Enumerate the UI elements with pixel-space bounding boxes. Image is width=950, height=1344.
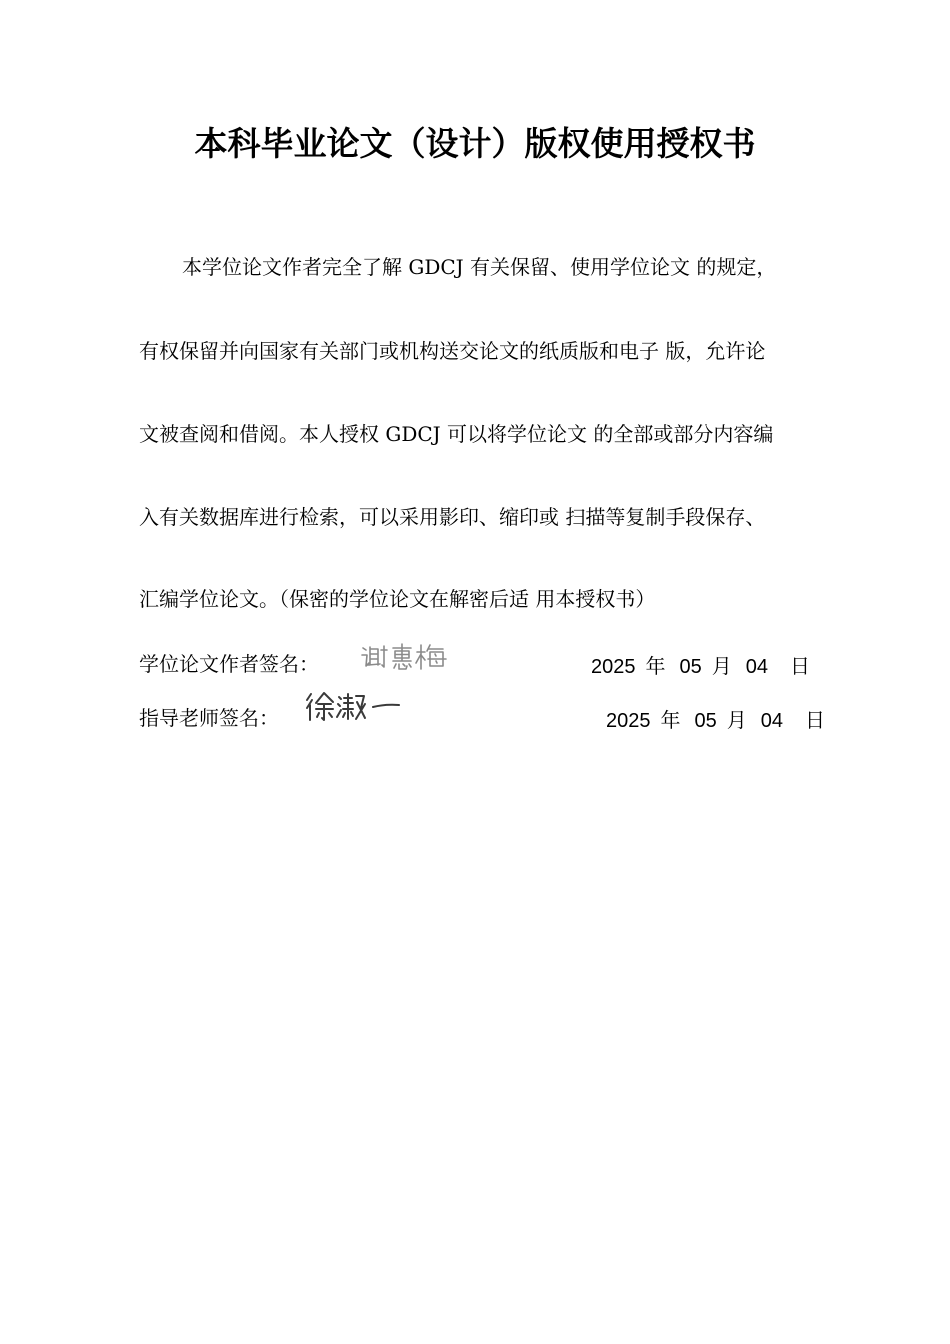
advisor-date-month: 05 — [694, 710, 717, 732]
advisor-date-year: 2025 — [606, 710, 651, 732]
paragraph-line-4: 入有关数据库进行检索，可以采用影印、缩印或 扫描等复制手段保存、 — [139, 505, 766, 529]
paragraph-line-3: 文被查阅和借阅。本人授权 GDCJ 可以将学位论文 的全部或部分内容编 — [139, 422, 774, 446]
advisor-handwritten-signature — [303, 688, 403, 726]
paragraph-line-5: 汇编学位论文。（保密的学位论文在解密后适 用本授权书） — [139, 587, 656, 611]
author-date-year-unit: 年 — [645, 656, 666, 678]
author-sign-date — [591, 650, 810, 679]
author-handwritten-signature — [359, 640, 451, 674]
paragraph-line-2: 有权保留并向国家有关部门或机构送交论文的纸质版和电子 版，允许论 — [139, 339, 766, 363]
advisor-signature-label: 指导老师签名： — [139, 706, 279, 730]
advisor-date-year-unit: 年 — [660, 710, 681, 732]
author-date-year: 2025 — [591, 656, 636, 678]
advisor-date-day-unit: 日 — [805, 710, 825, 732]
author-signature-label: 学位论文作者签名： — [139, 652, 319, 676]
page-title: 本科毕业论文（设计）版权使用授权书 — [194, 124, 756, 163]
paragraph-line-1: 本学位论文作者完全了解 GDCJ 有关保留、使用学位论文 的规定， — [182, 255, 777, 279]
author-date-day: 04 — [745, 656, 768, 678]
advisor-date-month-unit: 月 — [726, 710, 747, 732]
author-date-month-unit: 月 — [711, 656, 732, 678]
advisor-date-day: 04 — [760, 710, 783, 732]
advisor-sign-date — [606, 704, 825, 733]
author-date-month: 05 — [679, 656, 702, 678]
author-date-day-unit: 日 — [790, 656, 810, 678]
